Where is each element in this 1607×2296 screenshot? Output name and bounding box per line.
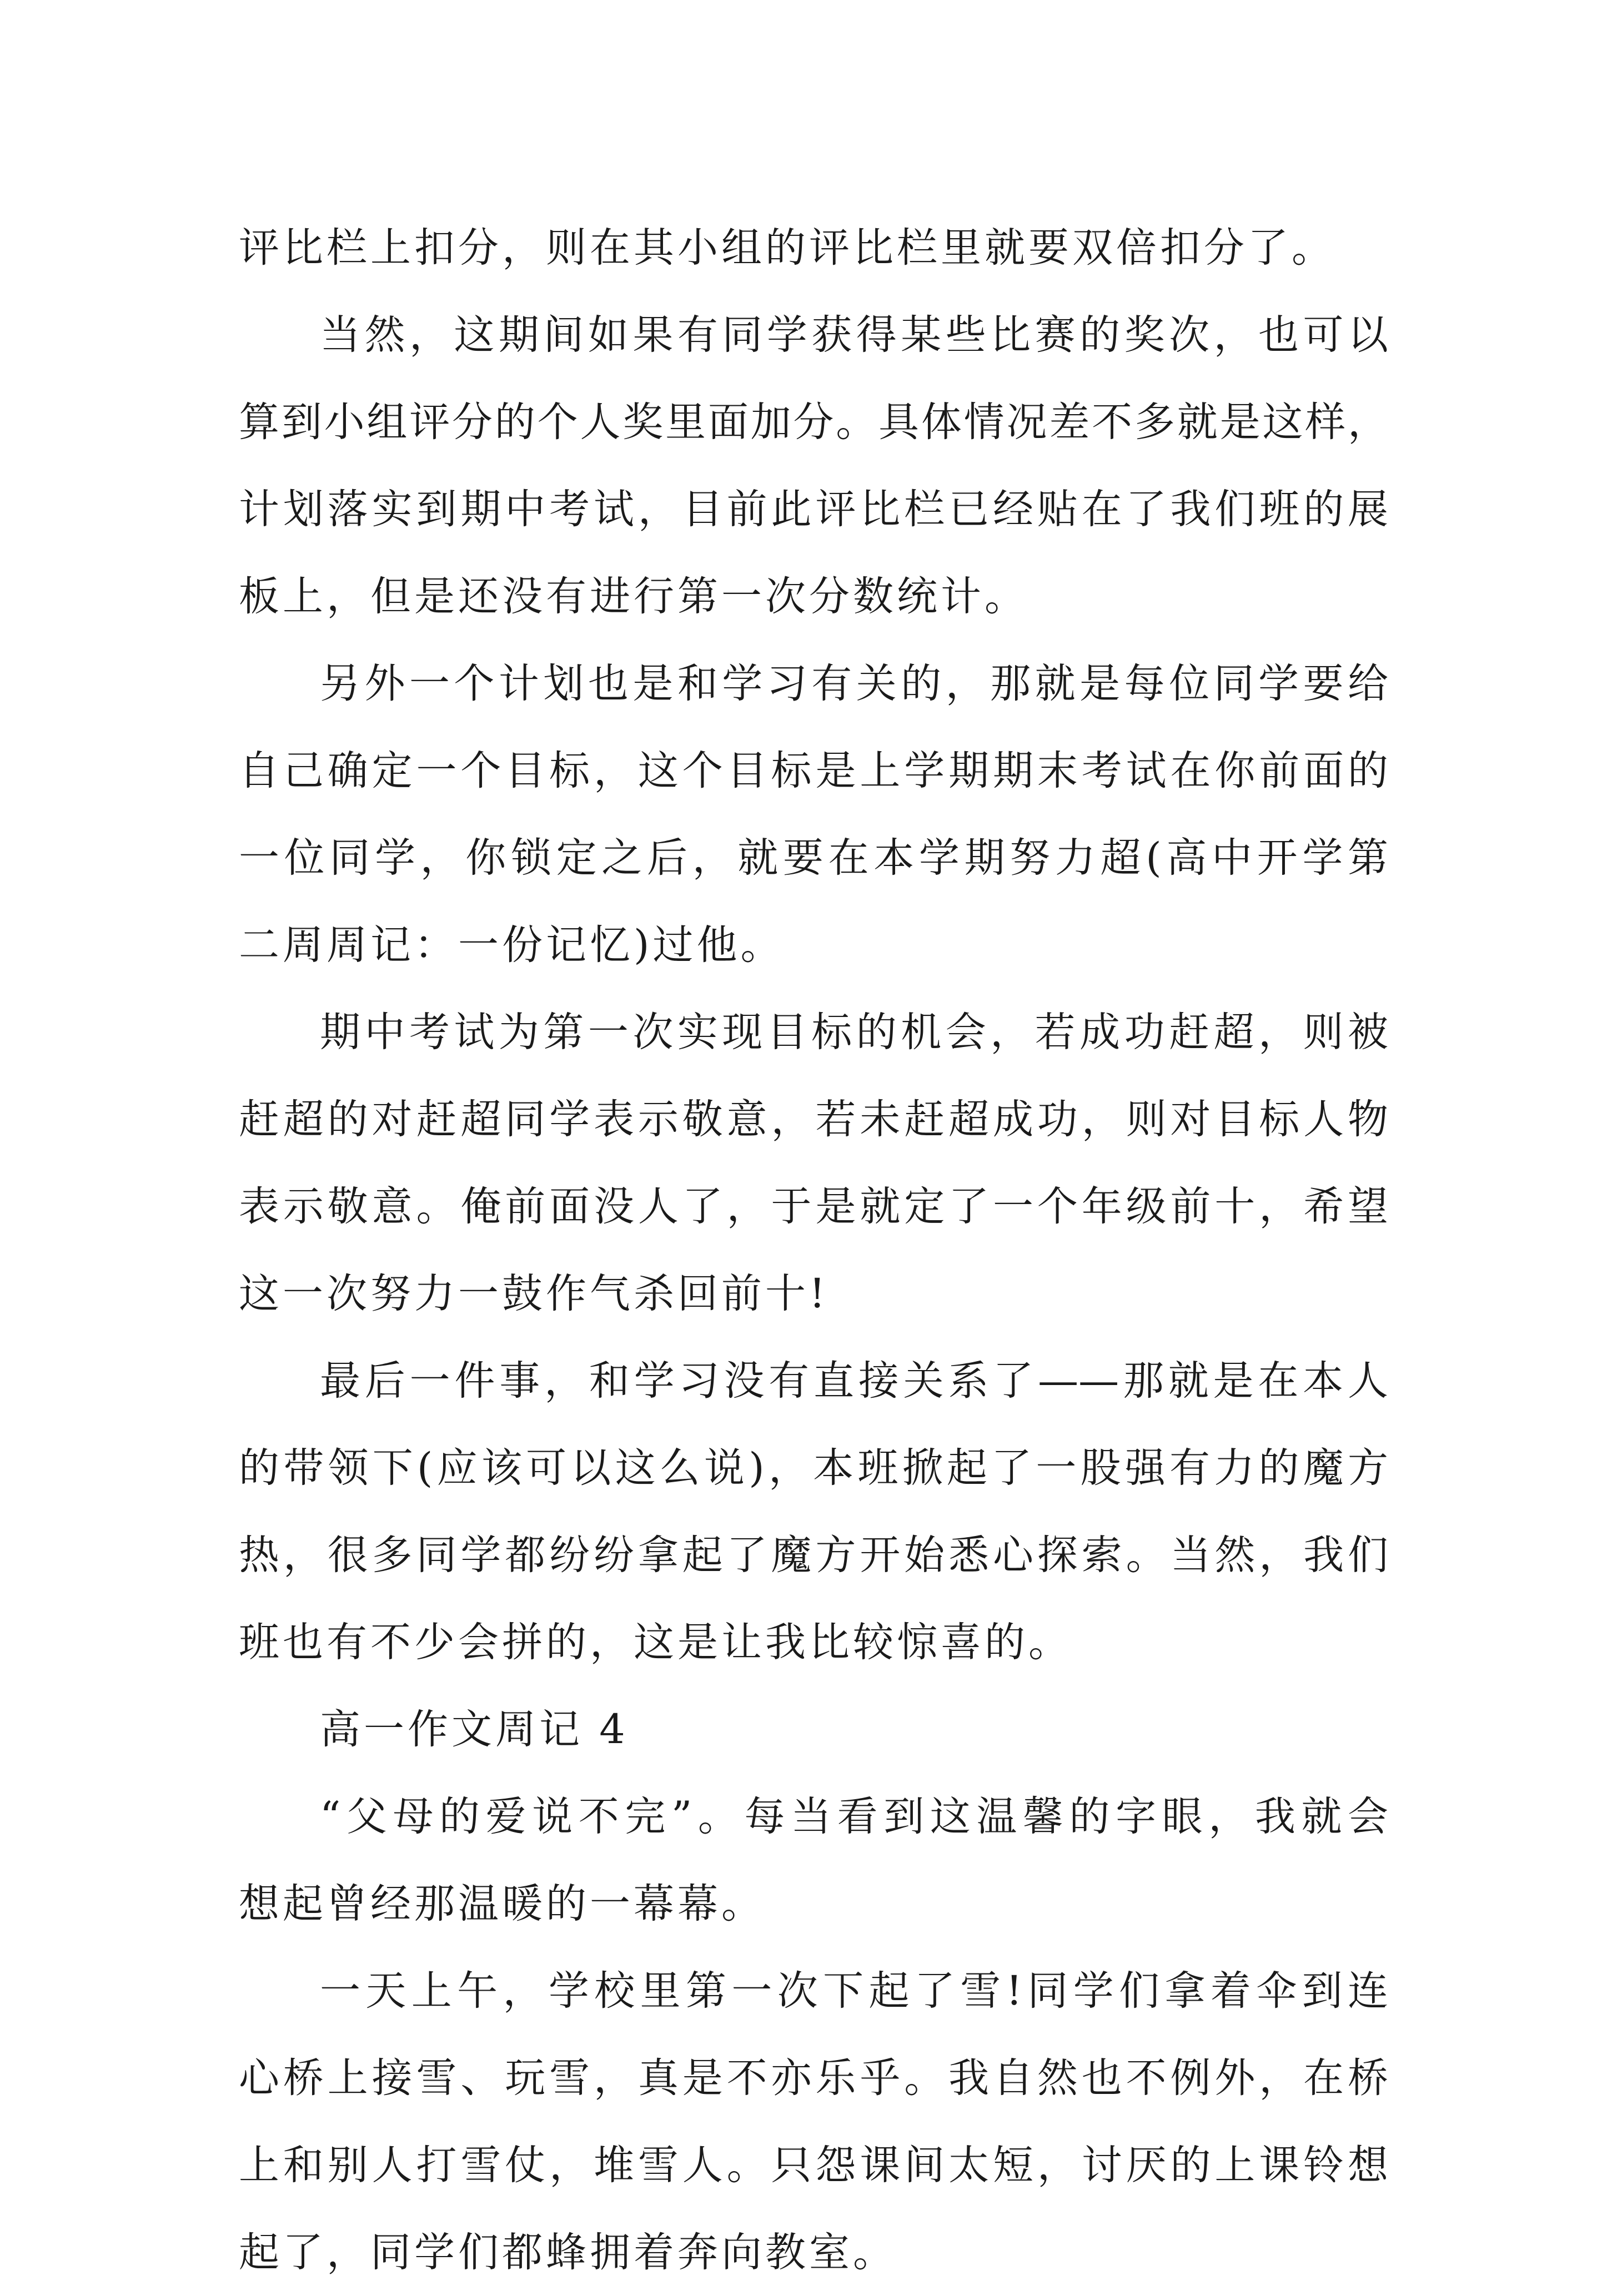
text-line: 表示敬意。俺前面没人了，于是就定了一个年级前十，希望 (239, 1183, 1388, 1230)
document-body (239, 204, 1388, 2296)
text-line: 班也有不少会拼的，这是让我比较惊喜的。 (239, 1619, 1072, 1666)
text-line: 当然，这期间如果有同学获得某些比赛的奖次，也可以 (320, 311, 1388, 359)
text-line: 评比栏上扣分，则在其小组的评比栏里就要双倍扣分了。 (239, 224, 1335, 271)
text-line: 想起曾经那温暖的一幕幕。 (239, 1880, 765, 1927)
text-line: 上和别人打雪仗，堆雪人。只怨课间太短，讨厌的上课铃想 (239, 2142, 1388, 2189)
text-line: 最后一件事，和学习没有直接关系了——那就是在本人 (320, 1357, 1388, 1404)
text-line: 高一作文周记 4 (320, 1706, 629, 1753)
text-line: 期中考试为第一次实现目标的机会，若成功赶超，则被 (320, 1009, 1388, 1056)
text-line: 另外一个计划也是和学习有关的，那就是每位同学要给 (320, 660, 1388, 707)
text-line: 热，很多同学都纷纷拿起了魔方开始悉心探索。当然，我们 (239, 1532, 1388, 1579)
text-line: 心桥上接雪、玩雪，真是不亦乐乎。我自然也不例外，在桥 (239, 2055, 1388, 2102)
text-line: 自己确定一个目标，这个目标是上学期期末考试在你前面的 (239, 747, 1388, 794)
text-line: “父母的爱说不完”。每当看到这温馨的字眼，我就会 (320, 1793, 1388, 1840)
text-line: 一位同学，你锁定之后，就要在本学期努力超(高中开学第 (239, 834, 1388, 882)
text-line: 赶超的对赶超同学表示敬意，若未赶超成功，则对目标人物 (239, 1096, 1388, 1143)
text-line: 板上，但是还没有进行第一次分数统计。 (239, 573, 1028, 620)
text-line: 的带领下(应该可以这么说)，本班掀起了一股强有力的魔方 (239, 1444, 1388, 1492)
text-line: 计划落实到期中考试，目前此评比栏已经贴在了我们班的展 (239, 486, 1388, 533)
text-line: 一天上午，学校里第一次下起了雪!同学们拿着伞到连 (320, 1967, 1388, 2015)
text-line: 算到小组评分的个人奖里面加分。具体情况差不多就是这样， (239, 399, 1388, 446)
text-line: 这一次努力一鼓作气杀回前十! (239, 1270, 829, 1317)
text-line: 二周周记：一份记忆)过他。 (239, 922, 785, 969)
text-line: 起了，同学们都蜂拥着奔向教室。 (239, 2229, 897, 2276)
